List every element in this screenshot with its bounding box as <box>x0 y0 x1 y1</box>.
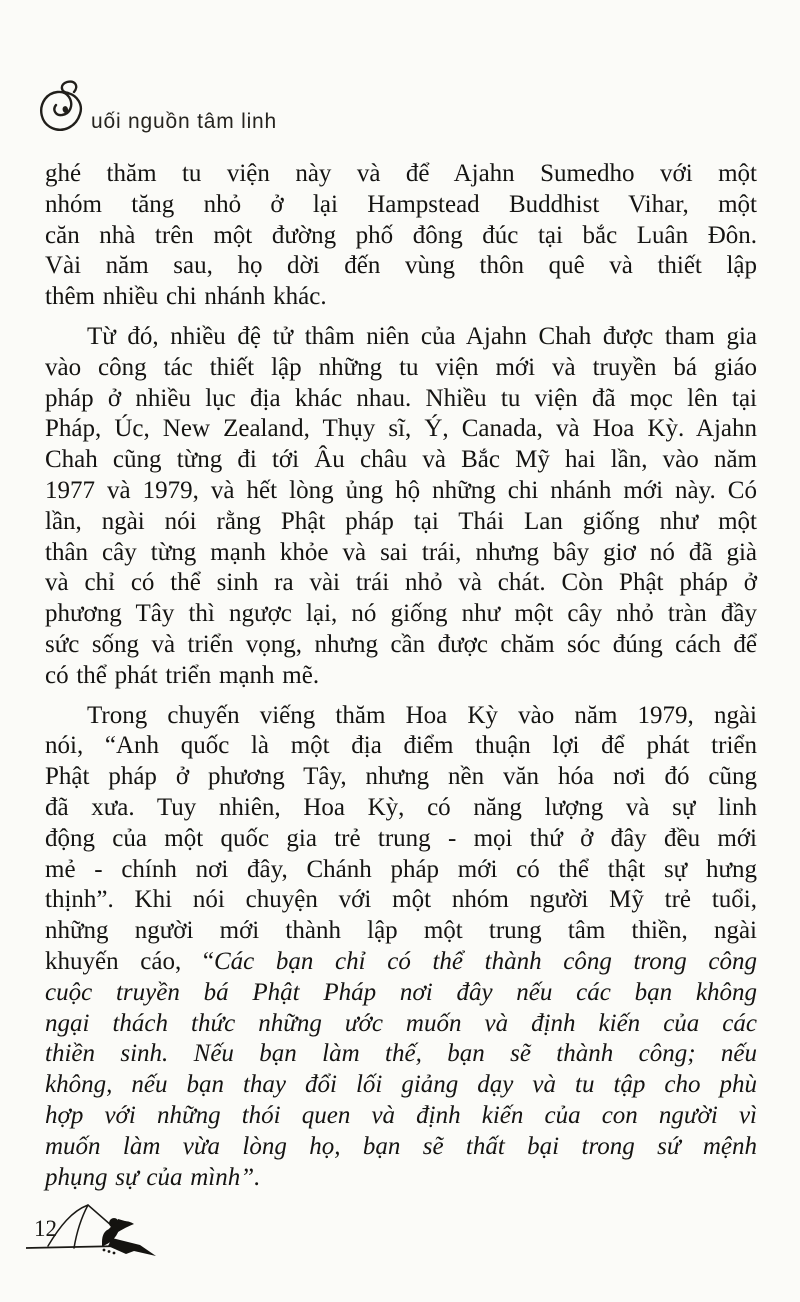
quote-lead-in: khuyến cáo, “ <box>45 947 214 975</box>
text-line: cuộc truyền bá Phật Pháp nơi đây nếu các bạn không <box>45 978 757 1006</box>
text-line: nói, “Anh quốc là một địa điểm thuận lợi để phát triển <box>45 732 757 760</box>
initial-letter <box>86 80 87 81</box>
text-line: vào công tác thiết lập những tu viện mới và truyền bá giáo <box>45 353 757 381</box>
running-header <box>36 80 277 140</box>
text-line: Pháp, Úc, New Zealand, Thụy sĩ, Ý, Canada, và Hoa Kỳ. Ajahn <box>45 415 757 443</box>
text-line: phụng sự của mình”. <box>45 1163 261 1191</box>
text-line: căn nhà trên một đường phố đông đúc tại bắc Luân Đôn. <box>45 221 757 249</box>
text-line-mixed <box>45 947 757 978</box>
text-line: thêm nhiều chi nhánh khác. <box>45 283 327 311</box>
text-line: đã xưa. Tuy nhiên, Hoa Kỳ, có năng lượng và sự linh <box>45 793 757 821</box>
paragraph-3 <box>45 701 757 1194</box>
page-number: 12 <box>34 1216 57 1241</box>
text-line: ghé thăm tu viện này và để Ajahn Sumedho với một <box>45 160 757 187</box>
paragraph-2 <box>45 322 757 692</box>
text-line: Chah cũng từng đi tới Âu châu và Bắc Mỹ hai lần, vào năm <box>45 446 757 474</box>
text-line: những người mới thành lập một trung tâm thiền, ngài <box>45 917 757 945</box>
text-line: Vài năm sau, họ dời đến vùng thôn quê và thiết lập <box>45 252 757 280</box>
text-line: thiền sinh. Nếu bạn làm thế, bạn sẽ thành công; nếu <box>45 1040 757 1068</box>
text-line: pháp ở nhiều lục địa khác nhau. Nhiều tu viện đã mọc lên tại <box>45 384 757 412</box>
text-line: và chỉ có thể sinh ra vài trái nhỏ và chát. Còn Phật pháp ở <box>45 569 757 597</box>
decorative-initial-s-icon <box>36 80 86 140</box>
text-line: phương Tây thì ngược lại, nó giống như một cây nhỏ tràn đầy <box>45 600 757 628</box>
text-line: hợp với những thói quen và định kiến của con người vì <box>45 1101 757 1129</box>
page-footer <box>22 1198 172 1262</box>
paragraph-1 <box>45 159 757 313</box>
text-line: 1977 và 1979, và hết lòng ủng hộ những chi nhánh mới này. Có <box>45 476 757 504</box>
quote-italic-start: Các bạn chỉ có thể thành công trong công <box>213 947 758 975</box>
text-line: Trong chuyến viếng thăm Hoa Kỳ vào năm 1979, ngài <box>87 701 757 729</box>
text-line: Từ đó, nhiều đệ tử thâm niên của Ajahn Chah được tham gia <box>87 322 757 350</box>
text-line: không, nếu bạn thay đổi lối giảng dạy và tu tập cho phù <box>45 1071 757 1099</box>
text-line: Phật pháp ở phương Tây, nhưng nền văn hóa nơi đó cũng <box>45 763 757 791</box>
running-header-title: uối nguồn tâm linh <box>91 110 278 133</box>
text-line: có thể phát triển mạnh mẽ. <box>45 661 320 689</box>
text-line: sức sống và triển vọng, nhưng cần được chăm sóc đúng cách để <box>45 630 757 658</box>
text-line: ngại thách thức những ước muốn và định kiến của các <box>45 1009 757 1037</box>
text-line: động của một quốc gia trẻ trung - mọi thứ ở đây đều mới <box>45 824 757 852</box>
page-body <box>45 159 757 1193</box>
text-line: thịnh”. Khi nói chuyện với một nhóm người Mỹ trẻ tuổi, <box>45 886 757 914</box>
text-line: mẻ - chính nơi đây, Chánh pháp mới có thể thật sự hưng <box>45 855 757 883</box>
text-line: thân cây từng mạnh khỏe và sai trái, nhưng bây giơ nó đã già <box>45 538 757 566</box>
text-line: nhóm tăng nhỏ ở lại Hampstead Buddhist Vihar, một <box>45 190 757 218</box>
text-line: muốn làm vừa lòng họ, bạn sẽ thất bại trong sứ mệnh <box>45 1132 757 1160</box>
text-line: lần, ngài nói rằng Phật pháp tại Thái Lan giống như một <box>45 507 757 535</box>
